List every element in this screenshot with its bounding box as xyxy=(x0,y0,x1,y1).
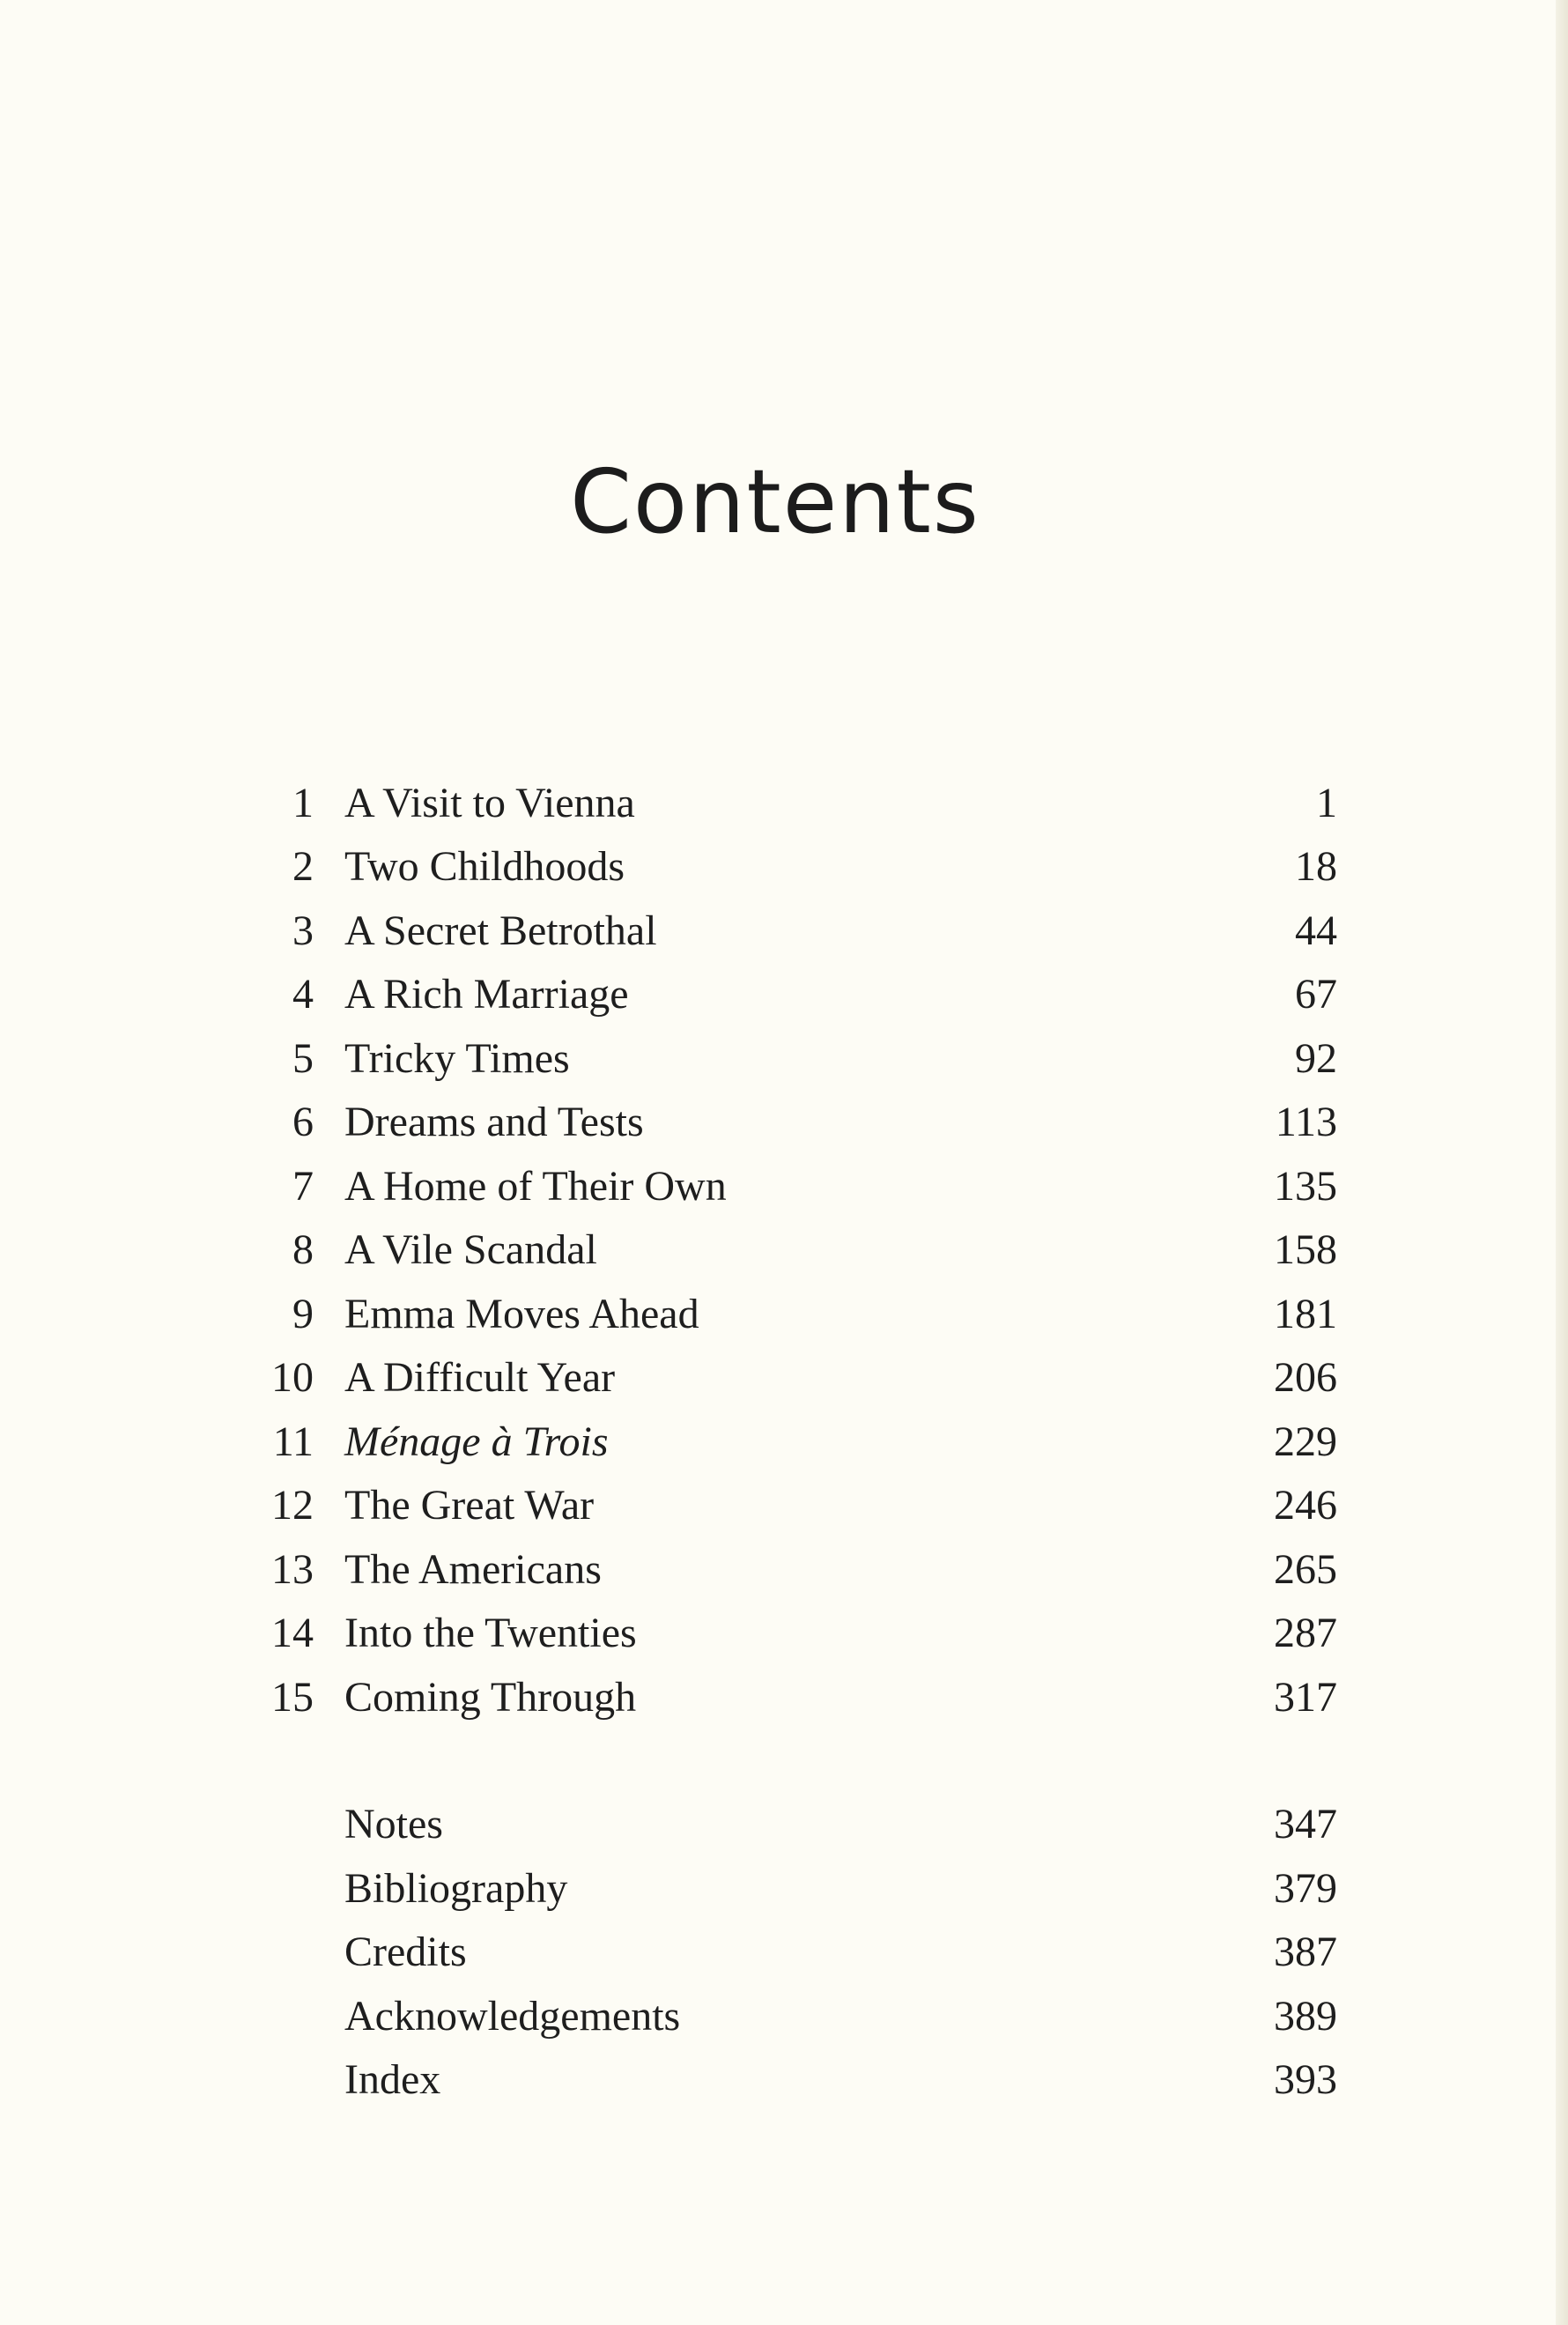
page-number: 317 xyxy=(1274,1674,1337,1721)
chapter-title: Dreams and Tests xyxy=(344,1099,644,1145)
page-number: 158 xyxy=(1274,1226,1337,1273)
toc-row-acknowledgements xyxy=(0,1985,1568,2048)
page-number: 389 xyxy=(1274,1993,1337,2040)
page-number: 387 xyxy=(1274,1929,1337,1975)
chapter-number: 4 xyxy=(292,971,314,1018)
toc-row-chapter-9 xyxy=(0,1283,1568,1346)
page-number: 135 xyxy=(1274,1163,1337,1210)
page-number: 181 xyxy=(1274,1291,1337,1337)
chapter-title: The Great War xyxy=(344,1482,595,1529)
toc-row-chapter-6 xyxy=(0,1091,1568,1154)
chapter-number: 11 xyxy=(272,1418,314,1465)
chapter-number: 10 xyxy=(271,1354,314,1401)
toc-row-chapter-2 xyxy=(0,835,1568,899)
toc-row-chapter-4 xyxy=(0,963,1568,1026)
back-matter-title: Bibliography xyxy=(344,1865,568,1912)
chapter-number: 9 xyxy=(292,1291,314,1337)
toc-row-chapter-11 xyxy=(0,1411,1568,1474)
toc-row-chapter-10 xyxy=(0,1346,1568,1410)
chapter-title: A Vile Scandal xyxy=(344,1226,597,1273)
chapter-title: Emma Moves Ahead xyxy=(344,1291,699,1337)
back-matter-title: Acknowledgements xyxy=(344,1993,681,2040)
chapter-number: 6 xyxy=(292,1099,314,1145)
page-number: 393 xyxy=(1274,2056,1337,2103)
toc-row-chapter-5 xyxy=(0,1027,1568,1091)
page-number: 18 xyxy=(1295,843,1337,890)
chapter-title: Two Childhoods xyxy=(344,843,625,890)
chapter-number: 13 xyxy=(271,1546,314,1593)
chapter-title: A Home of Their Own xyxy=(344,1163,727,1210)
toc-row-index xyxy=(0,2048,1568,2112)
page-number: 347 xyxy=(1274,1801,1337,1847)
chapter-title: A Rich Marriage xyxy=(344,971,629,1018)
chapter-number: 2 xyxy=(292,843,314,890)
toc-row-chapter-8 xyxy=(0,1218,1568,1282)
page-number: 92 xyxy=(1295,1035,1337,1082)
toc-row-chapter-1 xyxy=(0,772,1568,835)
chapter-title: A Visit to Vienna xyxy=(344,780,635,826)
toc-row-chapter-15 xyxy=(0,1666,1568,1729)
page-number: 67 xyxy=(1295,971,1337,1018)
page-number: 246 xyxy=(1274,1482,1337,1529)
chapter-number: 12 xyxy=(271,1482,314,1529)
chapter-title: A Secret Betrothal xyxy=(344,907,657,954)
toc-row-chapter-13 xyxy=(0,1538,1568,1602)
toc-row-chapter-14 xyxy=(0,1602,1568,1665)
back-matter-title: Notes xyxy=(344,1801,443,1847)
page-number: 379 xyxy=(1274,1865,1337,1912)
toc-row-chapter-3 xyxy=(0,900,1568,963)
chapter-title: The Americans xyxy=(344,1546,602,1593)
page-number: 265 xyxy=(1274,1546,1337,1593)
page-number: 287 xyxy=(1274,1610,1337,1656)
chapter-number: 5 xyxy=(292,1035,314,1082)
page-number: 44 xyxy=(1295,907,1337,954)
back-matter-title: Index xyxy=(344,2056,441,2103)
chapter-title: Tricky Times xyxy=(344,1035,570,1082)
chapter-number: 8 xyxy=(292,1226,314,1273)
toc-row-chapter-12 xyxy=(0,1474,1568,1537)
toc-row-chapter-7 xyxy=(0,1155,1568,1218)
page-title: Contents xyxy=(570,450,980,553)
page-number: 113 xyxy=(1275,1099,1337,1145)
toc-row-bibliography xyxy=(0,1857,1568,1921)
chapter-title: Coming Through xyxy=(344,1674,637,1721)
chapter-number: 3 xyxy=(292,907,314,954)
toc-row-notes xyxy=(0,1793,1568,1856)
chapter-number: 14 xyxy=(271,1610,314,1656)
toc-row-credits xyxy=(0,1921,1568,1984)
chapter-number: 15 xyxy=(271,1674,314,1721)
chapter-title: A Difficult Year xyxy=(344,1354,616,1401)
page-number: 229 xyxy=(1274,1418,1337,1465)
chapter-number: 7 xyxy=(292,1163,314,1210)
chapter-title: Into the Twenties xyxy=(344,1610,637,1656)
page-number: 206 xyxy=(1274,1354,1337,1401)
chapter-title: Ménage à Trois xyxy=(344,1418,609,1465)
page-number: 1 xyxy=(1316,780,1337,826)
back-matter-title: Credits xyxy=(344,1929,467,1975)
chapter-number: 1 xyxy=(292,780,314,826)
